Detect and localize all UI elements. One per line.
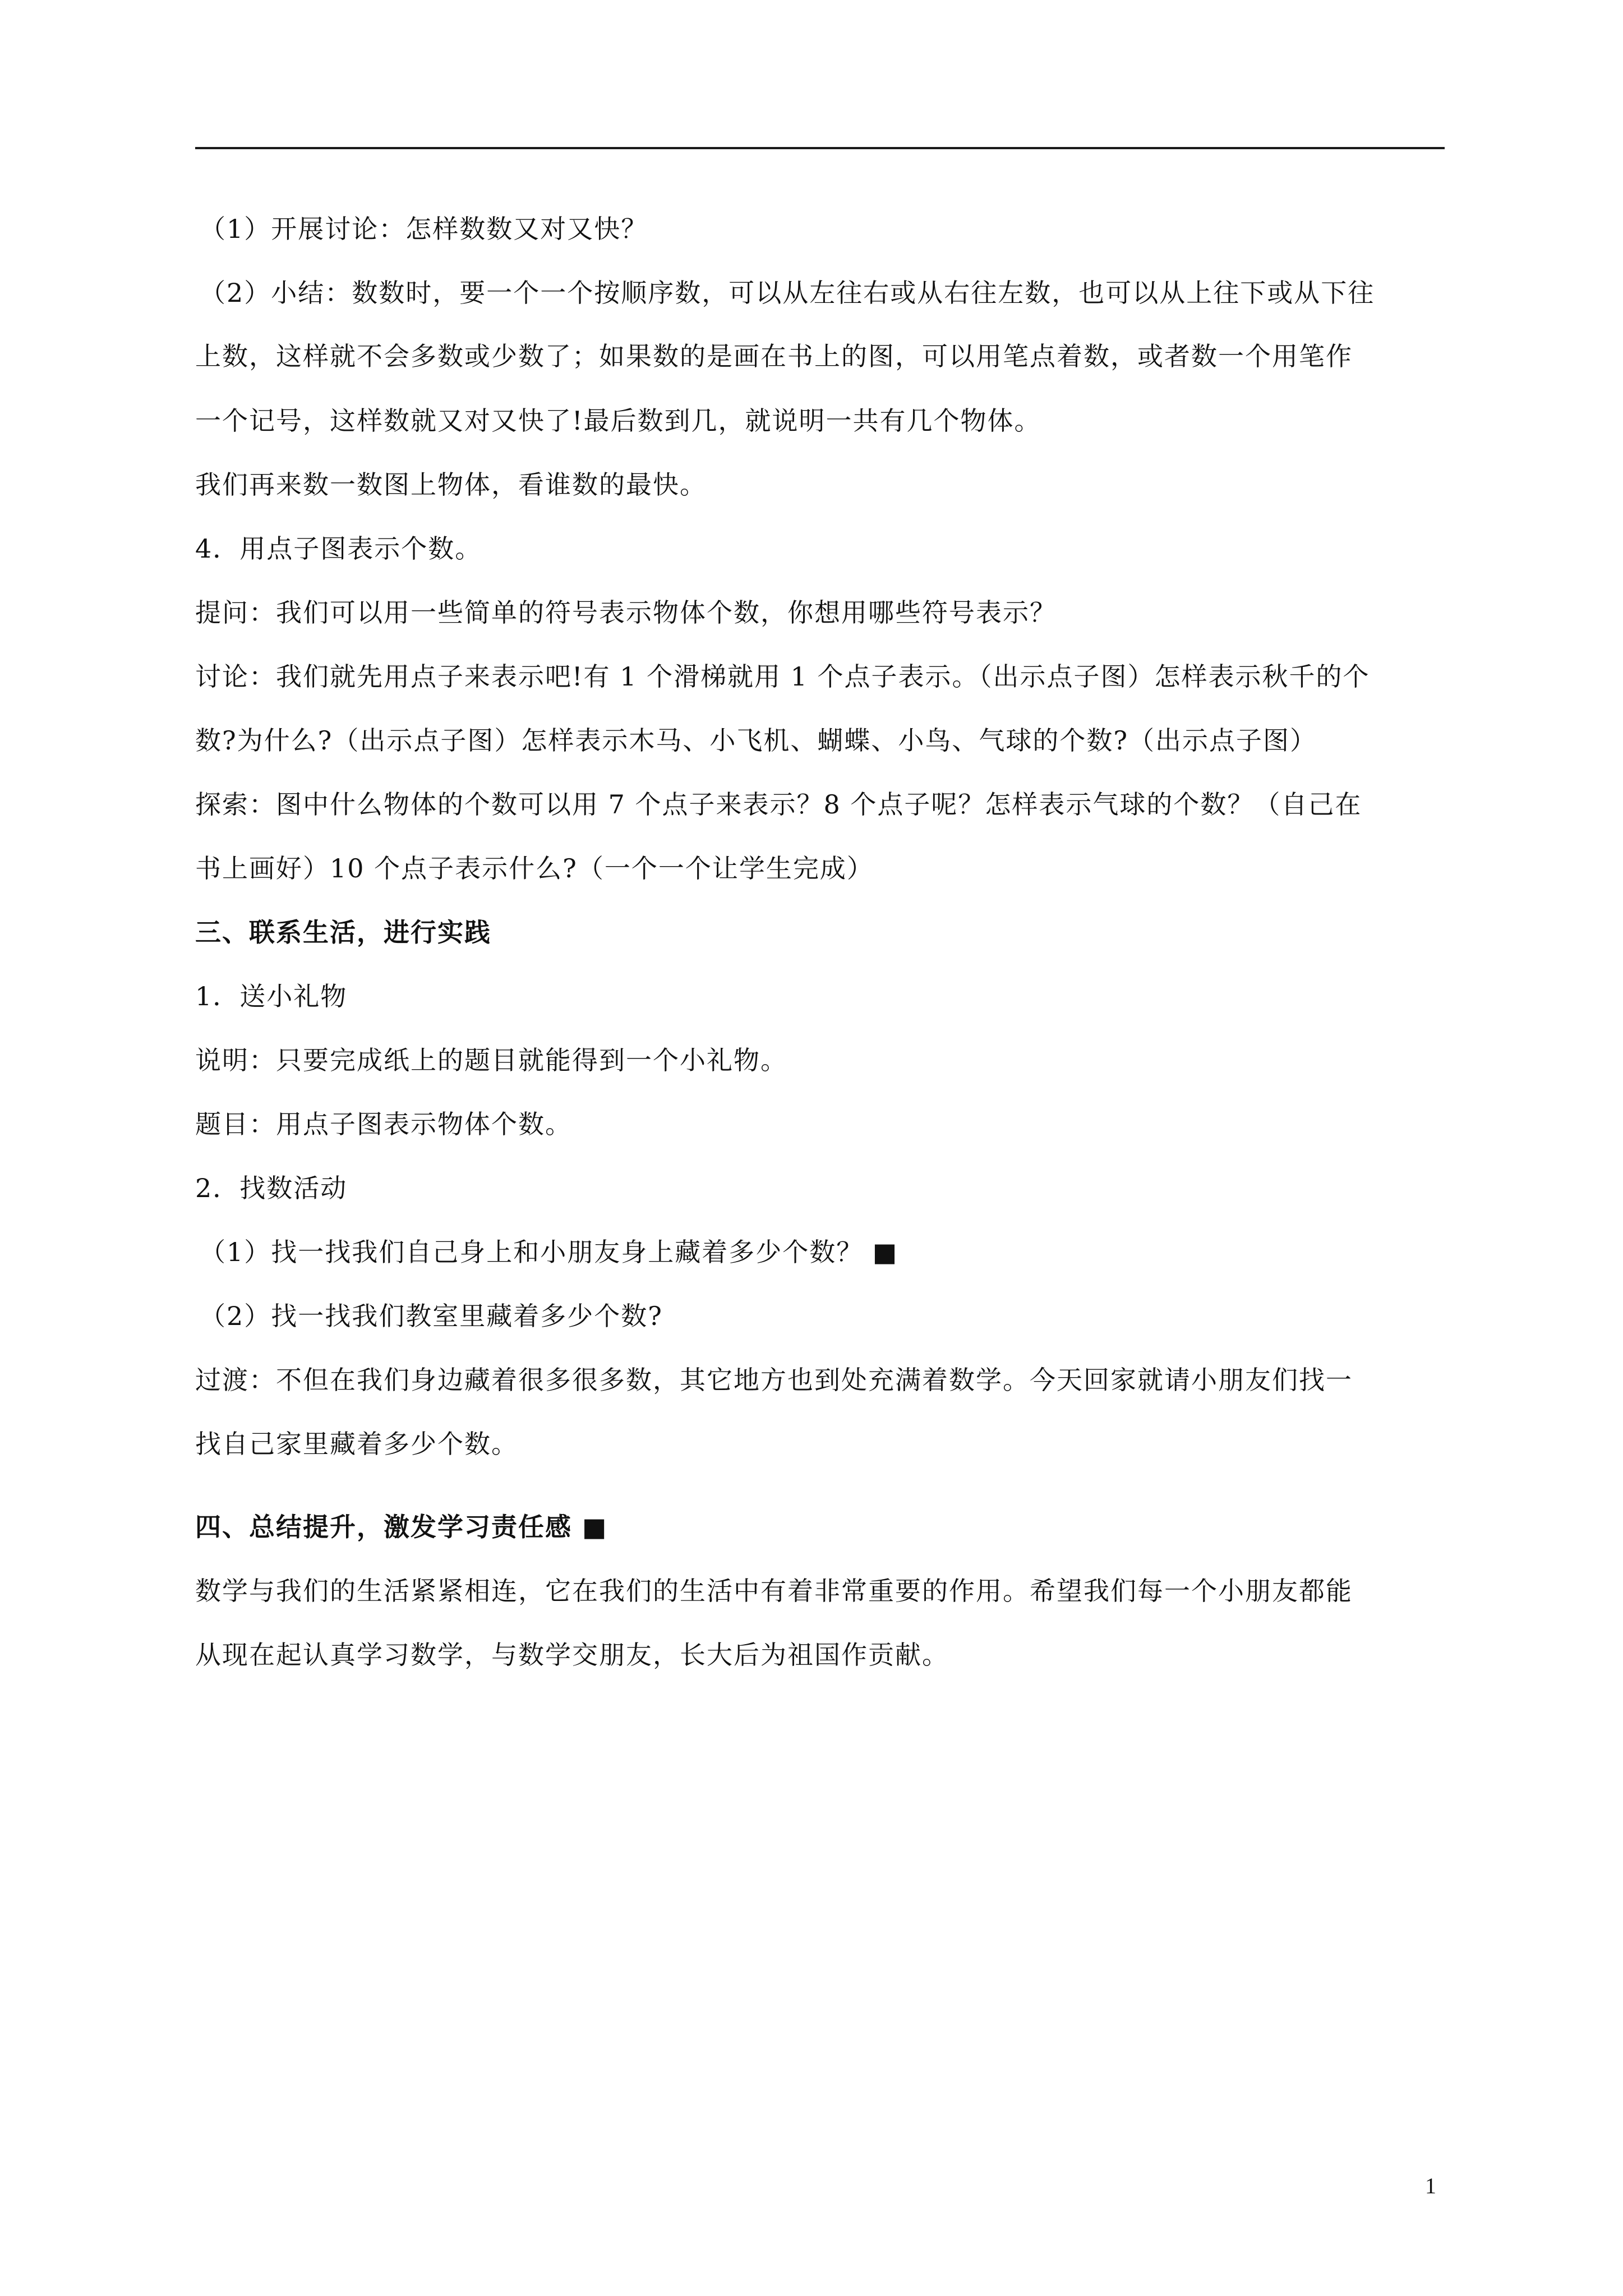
text-line: 题目：用点子图表示物体个数。 <box>195 1109 572 1139</box>
text-line: 从现在起认真学习数学，与数学交朋友，长大后为祖国作贡献。 <box>195 1640 949 1670</box>
text-line: （1）找一找我们自己身上和小朋友身上藏着多少个数？ ■ <box>200 1237 898 1267</box>
text-line: 我们再来数一数图上物体，看谁数的最快。 <box>195 470 707 500</box>
text-line: 提问：我们可以用一些简单的符号表示物体个数，你想用哪些符号表示？ <box>195 597 1057 628</box>
text-line: 1．送小礼物 <box>195 981 348 1011</box>
text-line: 上数，这样就不会多数或少数了；如果数的是画在书上的图，可以用笔点着数，或者数一个用笔作 <box>195 341 1353 371</box>
text-line: 书上画好）10 个点子表示什么?（一个一个让学生完成） <box>195 853 874 884</box>
text-line: 过渡：不但在我们身边藏着很多很多数，其它地方也到处充满着数学。今天回家就请小朋友们找一 <box>195 1365 1353 1395</box>
text-line: 一个记号，这样数就又对又快了!最后数到几，就说明一共有几个物体。 <box>195 406 1041 436</box>
text-line: 4．用点子图表示个数。 <box>195 533 482 564</box>
text-line: （1）开展讨论：怎样数数又对又快？ <box>200 214 648 244</box>
page-number: 1 <box>1425 2173 1436 2198</box>
text-line: 找自己家里藏着多少个数。 <box>195 1429 518 1459</box>
section-heading: 三、联系生活，进行实践 <box>195 917 491 947</box>
text-line: 说明：只要完成纸上的题目就能得到一个小礼物。 <box>195 1045 787 1075</box>
text-line: 探索：图中什么物体的个数可以用 7 个点子来表示？8 个点子呢？怎样表示气球的个数？（自己在 <box>195 789 1362 820</box>
text-line: （2）小结：数数时，要一个一个按顺序数，可以从左往右或从右往左数，也可以从上往下或从下往 <box>200 278 1375 308</box>
text-line: 数?为什么?（出示点子图）怎样表示木马、小飞机、蝴蝶、小鸟、气球的个数?（出示点子图） <box>195 725 1317 756</box>
text-line: 讨论：我们就先用点子来表示吧!有 1 个滑梯就用 1 个点子表示。（出示点子图）怎样表示秋千的个 <box>195 661 1370 692</box>
text-line: （2）找一找我们教室里藏着多少个数? <box>200 1301 663 1331</box>
text-line: 2．找数活动 <box>195 1173 348 1203</box>
section-heading: 四、总结提升，激发学习责任感 ■ <box>195 1512 608 1542</box>
text-line: 数学与我们的生活紧紧相连，它在我们的生活中有着非常重要的作用。希望我们每一个小朋友都能 <box>195 1576 1353 1606</box>
header-rule <box>195 147 1445 149</box>
